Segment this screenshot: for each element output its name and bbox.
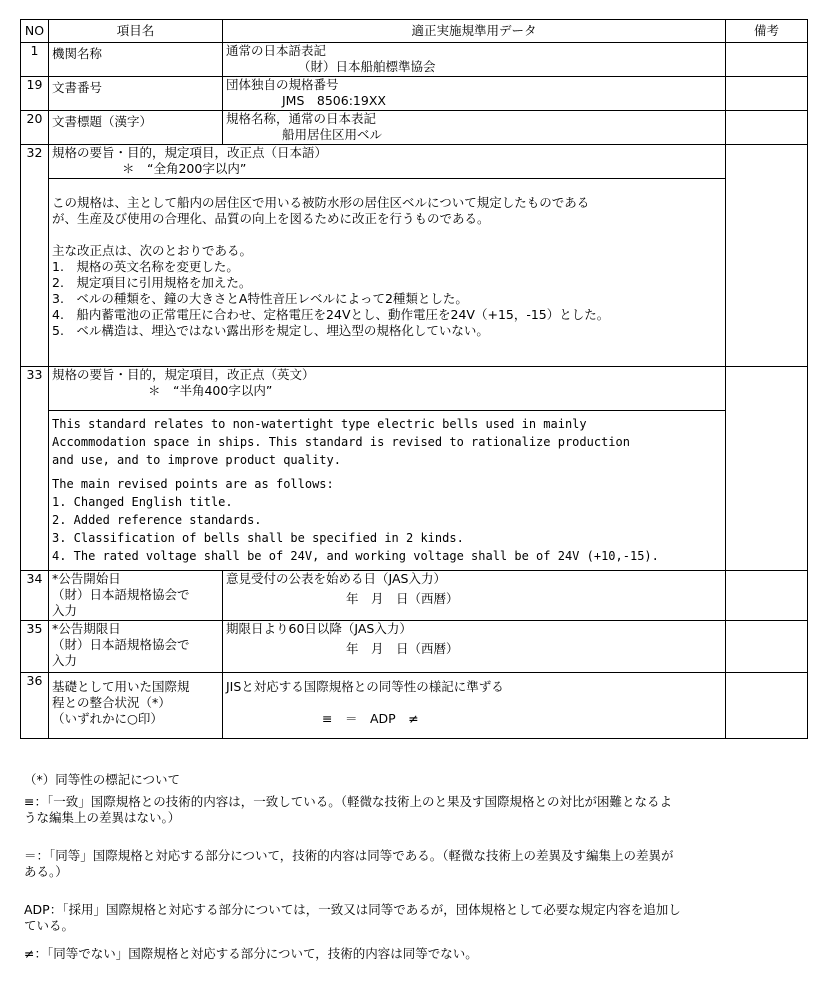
item-name [49,571,223,621]
list-item: 3. Classification of bells shall be specified in 2 kinds. [52,531,464,545]
row-number: 33 [21,367,49,571]
row-number: 19 [21,77,49,111]
row-number: 1 [21,43,49,77]
row-number: 34 [21,571,49,621]
section-title-text: 規格の要旨・目的，規定項目，改正点（英文） [52,367,315,382]
item-data [223,77,726,111]
remarks-cell [726,621,808,673]
item-name-text: （財）日本語規格協会で [52,587,190,602]
data-line: 規格名称，通常の日本表記 [226,111,377,126]
item-data [223,673,726,739]
list-item: 1. 規格の英文名称を変更した。 [52,259,239,274]
note-identical: ≡：「一致」国際規格との技術的内容は，一致している。（軽微な技術上のと果及す国際規格との対比が困難となるよ [24,794,672,809]
summary-line: This standard relates to non-watertight type electric bells used in mainly [52,417,587,431]
table-row [21,111,808,145]
row-number: 32 [21,145,49,367]
item-data [223,111,726,145]
list-item: 4. 船内蓄電池の正常電圧に合わせ、定格電圧を24Vとし、動作電圧を24V（+15，-15）とした。 [52,307,610,322]
table-row [21,411,808,571]
summary-line: The main revised points are as follows: [52,477,334,491]
notes-heading: （*）同等性の標記について [24,772,181,787]
summary-line: が、生産及び使用の合理化、品質の向上を図るために改正を行うものである。 [52,211,490,226]
data-line: 通常の日本語表記 [226,43,327,58]
row-number: 20 [21,111,49,145]
section-title [49,367,726,411]
data-line: JMS 8506:19XX [282,93,386,108]
list-item: 5. ベル構造は、埋込ではない露出形を規定し、埋込型の規格化していない。 [52,323,489,338]
item-name-text: 基礎として用いた国際規 [52,679,190,694]
list-item: 1. Changed English title. [52,495,233,509]
item-data [223,621,726,673]
table-row [21,145,808,179]
list-item: 2. Added reference standards. [52,513,262,527]
item-name-text: （いずれかに○印） [52,711,163,726]
item-name-text: 機関名称 [52,46,103,61]
equivalence-options: ≡ ＝ ADP ≠ [322,711,419,726]
section-title-text: 規格の要旨・目的，規定項目，改正点（日本語） [52,145,328,160]
data-line: 期限日より60日以降（JAS入力） [226,621,412,636]
table-row [21,179,808,367]
item-name-text: 文書番号 [52,80,103,95]
item-name-text: 程との整合状況（*） [52,695,171,710]
summary-line: 主な改正点は、次のとおりである。 [52,243,253,258]
table-row [21,571,808,621]
note-identical-cont: うな編集上の差異はない。） [24,810,181,825]
list-item: 3. ベルの種類を、鐘の大きさとA特性音圧レベルによって2種類とした。 [52,291,468,306]
note-not-equivalent: ≠：「同等でない」国際規格と対応する部分について，技術的内容は同等でない。 [24,946,478,961]
summary-english [49,411,726,571]
table-row [21,77,808,111]
table-row [21,621,808,673]
note-adopted: ADP：「採用」国際規格と対応する部分については，一致又は同等であるが，団体規格として必要な規定内容を追加し [24,902,681,917]
equivalence-notes [24,772,804,962]
section-subtitle: ＊ “全角200字以内” [122,161,247,176]
remarks-cell [726,111,808,145]
row-number: 36 [21,673,49,739]
item-name-text: 入力 [52,603,78,618]
remarks-cell [726,145,808,367]
item-name [49,111,223,145]
item-data [223,571,726,621]
remarks-cell [726,43,808,77]
summary-japanese [49,179,726,367]
standards-data-table [20,19,808,739]
table-row [21,43,808,77]
data-line: JISと対応する国際規格との同等性の様記に準ずる [226,679,504,694]
list-item: 4. The rated voltage shall be of 24V, and working voltage shall be of 24V (+10,-15). [52,549,659,563]
data-line: 団体独自の規格番号 [226,77,339,92]
remarks-cell [726,77,808,111]
item-name-text: （財）日本語規格協会で [52,637,190,652]
item-name [49,621,223,673]
item-name-text: 文書標題（漢字） [52,114,153,129]
header-data: 適正実施規準用データ [223,20,726,43]
summary-line: Accommodation space in ships. This standard is revised to rationalize production [52,435,630,449]
item-name [49,77,223,111]
remarks-cell [726,571,808,621]
data-line: 船用居住区用ベル [282,127,383,142]
note-equivalent: ＝：「同等」国際規格と対応する部分について，技術的内容は同等である。（軽微な技術上の差異及す編集上の差異が [24,848,674,863]
section-title [49,145,726,179]
table-header-row [21,20,808,43]
remarks-cell [726,673,808,739]
item-name-text: *公告開始日 [52,571,121,586]
item-name [49,673,223,739]
item-data [223,43,726,77]
data-line: （財）日本船舶標準協会 [298,59,436,74]
row-number: 35 [21,621,49,673]
date-placeholder: 年 月 日（西暦） [346,591,459,606]
data-line: 意見受付の公表を始める日（JAS入力） [226,571,446,586]
date-placeholder: 年 月 日（西暦） [346,641,459,656]
note-equivalent-cont: ある。） [24,864,68,879]
section-subtitle: ＊ “半角400字以内” [148,383,273,398]
remarks-cell [726,367,808,571]
table-row [21,673,808,739]
note-adopted-cont: ている。 [24,918,75,933]
header-item-name: 項目名 [49,20,223,43]
header-remarks: 備考 [726,20,808,43]
item-name-text: 入力 [52,653,78,668]
header-no: NO [21,20,49,43]
item-name-text: *公告期限日 [52,621,121,636]
table-row [21,367,808,411]
summary-line: and use, and to improve product quality. [52,453,341,467]
list-item: 2. 規定項目に引用規格を加えた。 [52,275,252,290]
item-name [49,43,223,77]
summary-line: この規格は、主として船内の居住区で用いる被防水形の居住区ベルについて規定したものである [52,195,590,210]
